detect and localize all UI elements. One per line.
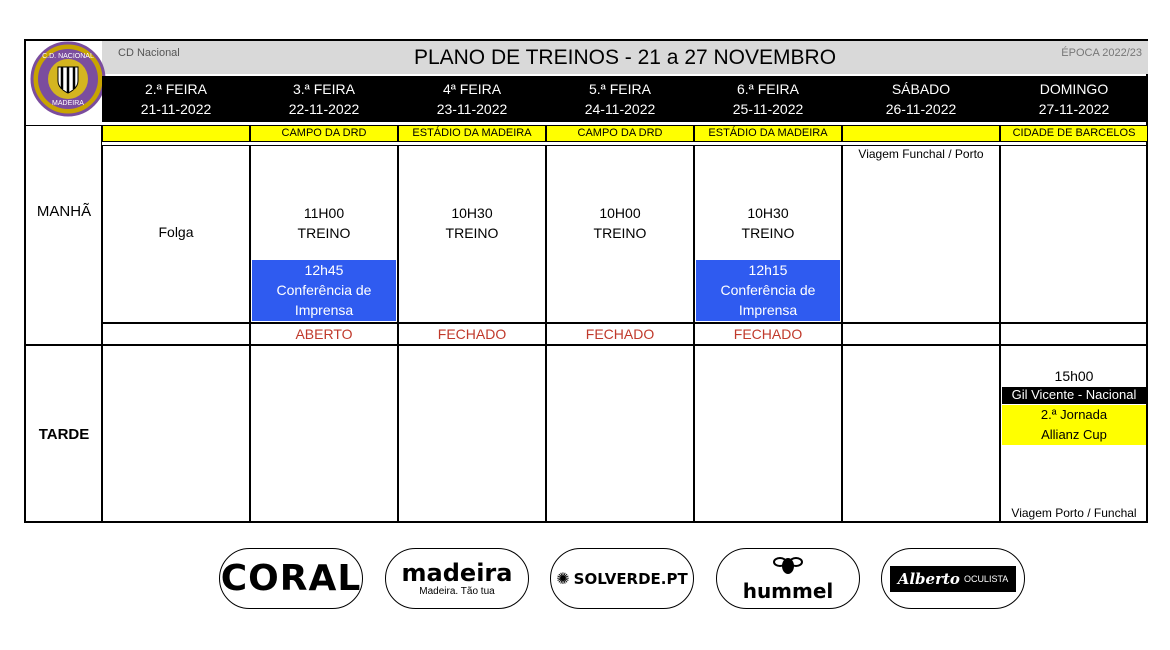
training-plan-table — [24, 39, 1148, 523]
venue-sat — [842, 125, 1000, 142]
venue-tue: CAMPO DA DRD — [250, 125, 398, 142]
day-header-sat: SÁBADO 26-11-2022 — [842, 76, 1000, 122]
fri-press-conference: 12h15 Conferência de Imprensa — [696, 260, 840, 321]
hummel-bee-icon — [773, 556, 803, 580]
tue-status: ABERTO — [295, 326, 353, 342]
sun-match: Gil Vicente - Nacional — [1002, 387, 1146, 404]
venue-fri: ESTÁDIO DA MADEIRA — [694, 125, 842, 142]
sponsor-coral-logo: CORAL — [219, 548, 363, 609]
afternoon-cell-fri — [694, 345, 842, 523]
day-header-sun: DOMINGO 27-11-2022 — [1000, 76, 1148, 122]
afternoon-cell-mon — [102, 345, 250, 523]
day-header-wed: 4ª FEIRA 23-11-2022 — [398, 76, 546, 122]
morning-cell-sat — [842, 145, 1000, 323]
afternoon-cell-tue — [250, 345, 398, 523]
day-header-tue: 3.ª FEIRA 22-11-2022 — [250, 76, 398, 122]
thu-training: 10H00 TREINO — [593, 205, 647, 241]
venue-thu: CAMPO DA DRD — [546, 125, 694, 142]
thu-status: FECHADO — [585, 326, 655, 342]
page-title: PLANO DE TREINOS - 21 a 27 NOVEMBRO — [413, 46, 837, 69]
day-header-mon: 2.ª FEIRA 21-11-2022 — [102, 76, 250, 122]
fri-status: FECHADO — [733, 326, 803, 342]
tue-training: 11H00 TREINO — [297, 205, 351, 241]
season-label: ÉPOCA 2022/23 — [1061, 47, 1142, 59]
venue-mon — [102, 125, 250, 142]
crest-bottom-text: MADEIRA — [52, 100, 84, 107]
sponsor-solverde-logo: ✺ SOLVERDE.PT — [550, 548, 694, 609]
fri-training: 10H30 TREINO — [741, 205, 795, 241]
sponsor-alberto-logo: Alberto OCULISTA — [881, 548, 1025, 609]
day-header-fri: 6.ª FEIRA 25-11-2022 — [694, 76, 842, 122]
crest-top-text: C.D. NACIONAL — [42, 53, 94, 60]
venue-sun: CIDADE DE BARCELOS — [1000, 125, 1148, 142]
morning-label-cell — [26, 125, 102, 345]
sponsor-madeira-logo: madeira Madeira. Tão tua — [385, 548, 529, 609]
status-cell-mon — [102, 323, 250, 345]
sun-kickoff-time: 15h00 — [1054, 368, 1094, 384]
afternoon-cell-thu — [546, 345, 694, 523]
sun-travel: Viagem Porto / Funchal — [1011, 506, 1137, 520]
venue-wed: ESTÁDIO DA MADEIRA — [398, 125, 546, 142]
afternoon-cell-sat — [842, 345, 1000, 523]
period-morning-label: MANHÃ — [36, 203, 92, 220]
morning-cell-sun — [1000, 145, 1148, 323]
status-cell-sat — [842, 323, 1000, 345]
day-header-thu: 5.ª FEIRA 24-11-2022 — [546, 76, 694, 122]
tue-press-conference: 12h45 Conferência de Imprensa — [252, 260, 396, 321]
folga-text: Folga — [158, 224, 194, 240]
status-cell-sun — [1000, 323, 1148, 345]
sat-travel: Viagem Funchal / Porto — [858, 147, 984, 161]
wed-training: 10H30 TREINO — [445, 205, 499, 241]
period-afternoon-label: TARDE — [38, 426, 90, 443]
club-crest-logo — [30, 41, 106, 117]
club-name: CD Nacional — [118, 47, 180, 59]
solverde-sun-icon: ✺ — [556, 570, 570, 588]
sun-competition: 2.ª Jornada Allianz Cup — [1002, 405, 1146, 445]
sponsor-hummel-logo: hummel — [716, 548, 860, 609]
afternoon-cell-wed — [398, 345, 546, 523]
wed-status: FECHADO — [437, 326, 507, 342]
